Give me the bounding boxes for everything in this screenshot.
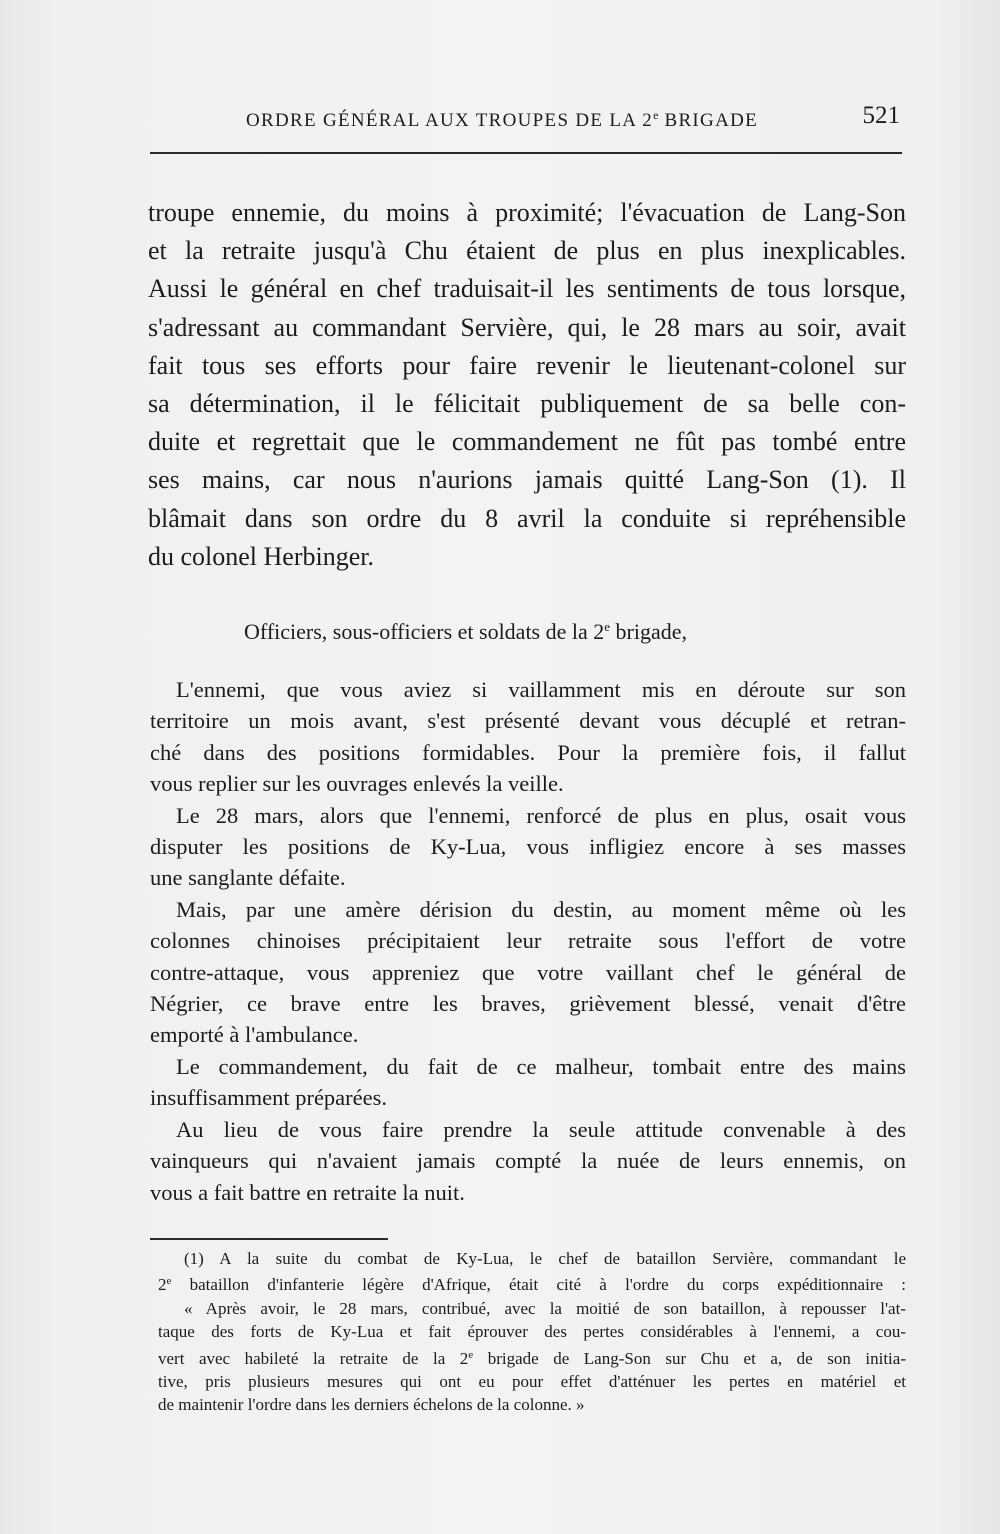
- footnote-superscript: e: [166, 1275, 172, 1288]
- running-head: [246, 108, 758, 132]
- footnote-line: [158, 1270, 906, 1296]
- order-line: Le 28 mars, alors que l'ennemi, renforcé de plus en plus, osait vous: [176, 802, 906, 828]
- salutation-superscript: e: [604, 619, 611, 634]
- order-line: Le commandement, du fait de ce malheur, tombait entre des mains: [176, 1054, 906, 1080]
- order-paragraph: [150, 1051, 906, 1114]
- order-line: emporté à l'ambulance.: [150, 1022, 359, 1048]
- running-head-text-end: BRIGADE: [658, 110, 759, 131]
- order-line: insuffisamment préparées.: [150, 1085, 388, 1111]
- footnote-text: vert avec habileté la retraite de la 2: [158, 1348, 469, 1368]
- footnote-line: tive, pris plusieurs mesures qui ont eu pour effet d'atténuer les pertes en matériel et: [158, 1372, 906, 1392]
- body-line: ses mains, car nous n'aurions jamais quitté Lang-Son (1). Il: [148, 465, 906, 495]
- footnote-line: taque des forts de Ky-Lua et fait éprouver des pertes considérables à l'ennemi, a cou-: [158, 1322, 906, 1342]
- body-line: blâmait dans son ordre du 8 avril la conduite si repréhensible: [148, 503, 906, 533]
- order-paragraph: [150, 894, 906, 1050]
- footnote-rule: [150, 1238, 388, 1240]
- order-paragraph: [150, 800, 906, 894]
- order-line: contre-attaque, vous appreniez que votre vaillant chef le général de: [150, 959, 906, 985]
- body-line: sa détermination, il le félicitait publiquement de sa belle con-: [148, 389, 906, 419]
- body-paragraph: [148, 194, 906, 576]
- order-line: territoire un mois avant, s'est présenté devant vous décuplé et retran-: [150, 708, 906, 734]
- running-head-superscript: e: [653, 108, 659, 122]
- order-line: une sanglante défaite.: [150, 865, 346, 891]
- body-line: du colonel Herbinger.: [148, 541, 374, 571]
- order-line: L'ennemi, que vous aviez si vaillamment mis en déroute sur son: [176, 677, 906, 702]
- order-line: vainqueurs qui n'avaient jamais compté la nuée de leurs ennemis, on: [150, 1148, 906, 1174]
- body-line: Aussi le général en chef traduisait-il les sentiments de tous lorsque,: [148, 274, 906, 304]
- footnote-line: [158, 1344, 906, 1370]
- order-line: disputer les positions de Ky-Lua, vous infligiez encore à ses masses: [150, 833, 906, 859]
- order-paragraph: [150, 1114, 906, 1208]
- order-line: ché dans des positions formidables. Pour la première fois, il fallut: [150, 739, 906, 765]
- footnote: [158, 1247, 906, 1417]
- order-salutation: [244, 619, 687, 645]
- body-line: duite et regrettait que le commandement ne fût pas tombé entre: [148, 427, 906, 457]
- order-text: [150, 674, 906, 1208]
- order-line: colonnes chinoises précipitaient leur retraite sous l'effort de votre: [150, 928, 906, 954]
- body-line: fait tous ses efforts pour faire revenir le lieutenant-colonel sur: [148, 350, 906, 380]
- header-rule: [150, 152, 902, 154]
- footnote-text: bataillon d'infanterie légère d'Afrique, était cité à l'ordre du corps expéditionnaire :: [171, 1275, 906, 1295]
- order-paragraph: [150, 674, 906, 799]
- footnote-superscript: e: [468, 1348, 474, 1361]
- salutation-text: Officiers, sous-officiers et soldats de la 2: [244, 619, 605, 644]
- footnote-line: de maintenir l'ordre dans les derniers échelons de la colonne. »: [158, 1395, 585, 1415]
- salutation-text-end: brigade,: [610, 619, 688, 644]
- order-line: Mais, par une amère dérision du destin, au moment même où les: [176, 897, 906, 923]
- footnote-text: brigade de Lang-Son sur Chu et a, de son initia-: [473, 1348, 906, 1368]
- page-header: [150, 102, 902, 138]
- page-number: 521: [862, 102, 900, 129]
- order-line: vous a fait battre en retraite la nuit.: [150, 1179, 465, 1205]
- footnote-line: « Après avoir, le 28 mars, contribué, avec la moitié de son bataillon, à repousser l'at-: [184, 1298, 906, 1318]
- order-line: Négrier, ce brave entre les braves, grièvement blessé, venait d'être: [150, 990, 906, 1016]
- body-line: troupe ennemie, du moins à proximité; l'évacuation de Lang-Son: [148, 198, 906, 227]
- footnote-text: 2: [158, 1275, 167, 1295]
- running-head-text: ORDRE GÉNÉRAL AUX TROUPES DE LA 2: [246, 110, 654, 131]
- order-line: Au lieu de vous faire prendre la seule attitude convenable à des: [176, 1117, 906, 1143]
- order-line: vous replier sur les ouvrages enlevés la veille.: [150, 770, 564, 796]
- body-line: et la retraite jusqu'à Chu étaient de plus en plus inexplicables.: [148, 236, 906, 266]
- body-line: s'adressant au commandant Servière, qui, le 28 mars au soir, avait: [148, 312, 906, 342]
- footnote-line: (1) A la suite du combat de Ky-Lua, le chef de bataillon Servière, commandant le: [184, 1249, 906, 1268]
